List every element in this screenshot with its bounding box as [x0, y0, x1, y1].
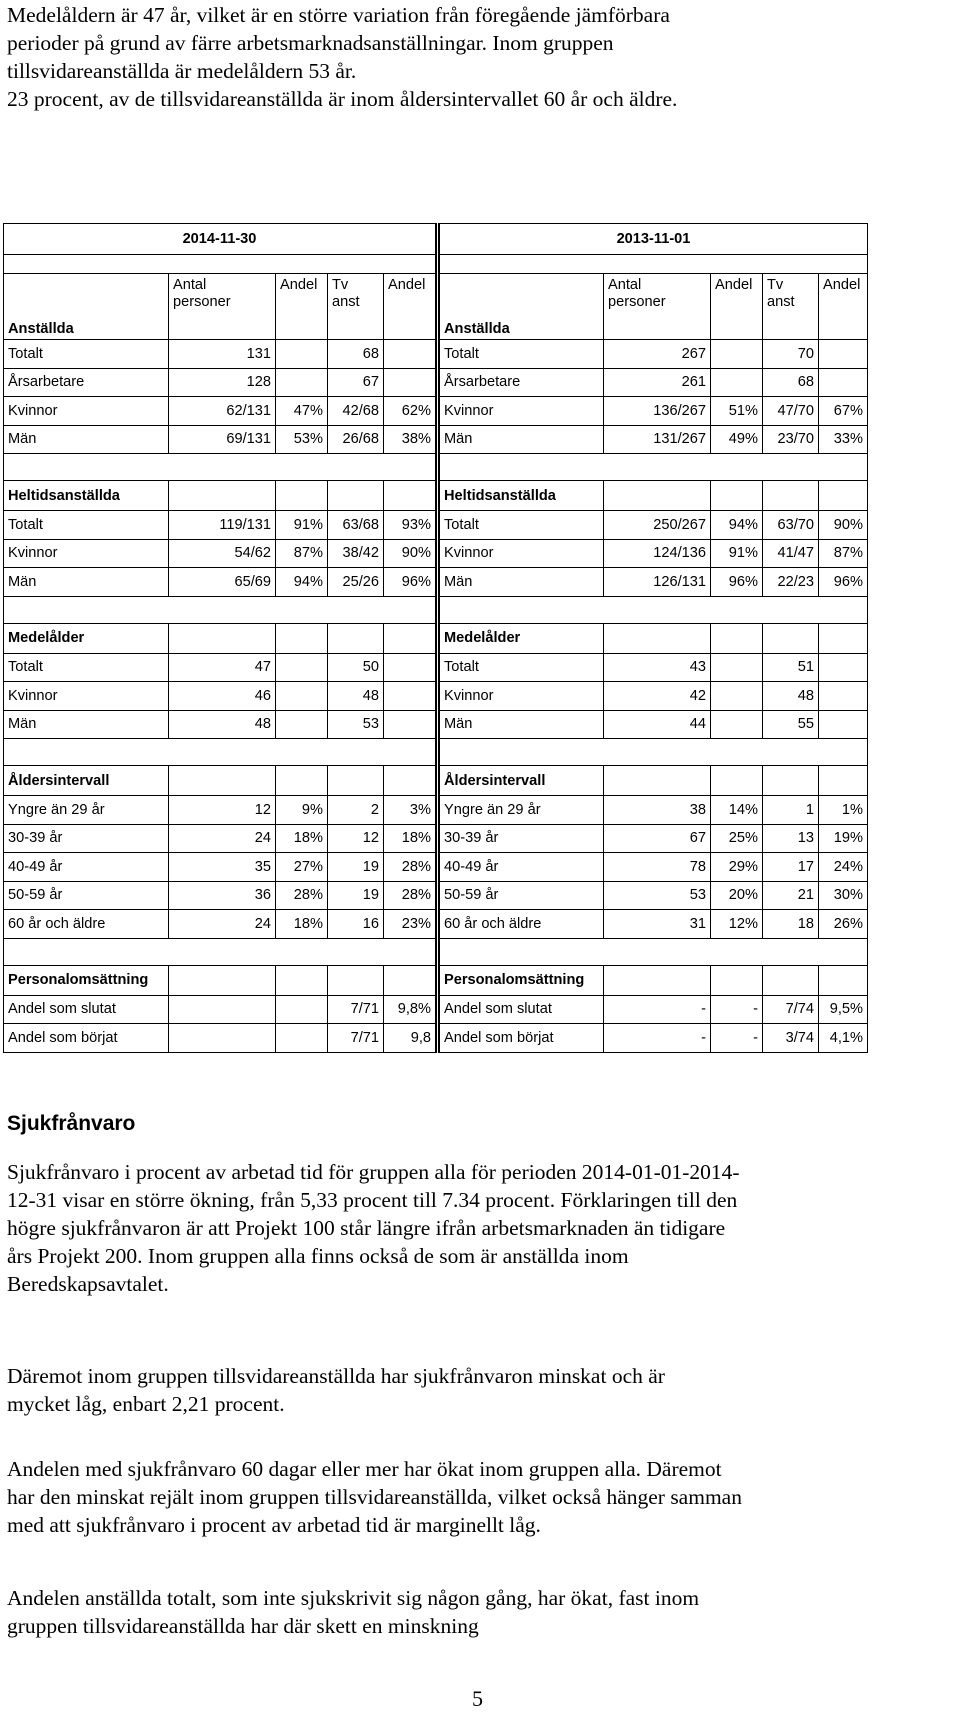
value-cell: 54/62 — [169, 539, 276, 568]
row-label: Kvinnor — [438, 539, 604, 568]
value-cell: 250/267 — [604, 511, 711, 540]
row-label: Yngre än 29 år — [438, 796, 604, 825]
share-cell — [819, 368, 868, 397]
value-cell — [169, 995, 276, 1024]
value-cell: 12 — [328, 824, 384, 853]
empty-cell — [819, 481, 868, 511]
share-cell — [819, 653, 868, 682]
section-title: Anställda — [438, 274, 604, 340]
value-cell: 21 — [763, 881, 819, 910]
empty-cell — [276, 965, 328, 995]
value-cell: 38 — [604, 796, 711, 825]
share-cell — [276, 653, 328, 682]
share-cell — [384, 368, 438, 397]
value-cell: 47/70 — [763, 397, 819, 426]
share-cell — [276, 682, 328, 711]
share-cell — [711, 340, 763, 369]
section-title-row — [4, 965, 868, 995]
share-cell: 90% — [384, 539, 438, 568]
section-title: Medelålder — [4, 623, 169, 653]
row-label: Andel som slutat — [4, 995, 169, 1024]
value-cell: 42/68 — [328, 397, 384, 426]
value-cell: 78 — [604, 853, 711, 882]
share-cell — [819, 682, 868, 711]
section-heading: Sjukfrånvaro — [7, 1112, 136, 1135]
value-cell: 47 — [169, 653, 276, 682]
row-label: Totalt — [438, 511, 604, 540]
table-row — [4, 368, 868, 397]
section-title: Åldersintervall — [438, 766, 604, 796]
value-cell: 19 — [328, 853, 384, 882]
value-cell: 36 — [169, 881, 276, 910]
value-cell — [169, 1024, 276, 1053]
share-cell: 96% — [384, 568, 438, 597]
value-cell: 267 — [604, 340, 711, 369]
table-row — [4, 824, 868, 853]
value-cell: 43 — [604, 653, 711, 682]
share-cell: 9% — [276, 796, 328, 825]
row-label: Årsarbetare — [438, 368, 604, 397]
empty-cell — [604, 965, 711, 995]
share-cell: 9,8 — [384, 1024, 438, 1053]
row-label: 40-49 år — [4, 853, 169, 882]
row-label: 60 år och äldre — [438, 910, 604, 939]
value-cell: - — [604, 995, 711, 1024]
share-cell — [276, 1024, 328, 1053]
intro-paragraph — [7, 1, 947, 113]
section-title: Heltidsanställda — [4, 481, 169, 511]
row-label: Totalt — [4, 340, 169, 369]
empty-cell — [169, 481, 276, 511]
section-title-row — [4, 623, 868, 653]
empty-cell — [819, 623, 868, 653]
share-cell: 9,8% — [384, 995, 438, 1024]
table-row — [4, 340, 868, 369]
section-title-row — [4, 766, 868, 796]
share-cell: 24% — [819, 853, 868, 882]
value-cell: 19 — [328, 881, 384, 910]
empty-cell — [169, 965, 276, 995]
value-cell: 7/74 — [763, 995, 819, 1024]
value-cell: - — [604, 1024, 711, 1053]
value-cell: 128 — [169, 368, 276, 397]
section-title: Heltidsanställda — [438, 481, 604, 511]
section-title: Personalomsättning — [4, 965, 169, 995]
value-cell: 48 — [169, 710, 276, 739]
table-row — [4, 1024, 868, 1053]
share-cell: 1% — [819, 796, 868, 825]
row-label: 30-39 år — [438, 824, 604, 853]
empty-cell — [763, 766, 819, 796]
value-cell: 1 — [763, 796, 819, 825]
value-cell: 38/42 — [328, 539, 384, 568]
share-cell — [711, 368, 763, 397]
share-cell: 67% — [819, 397, 868, 426]
empty-cell — [276, 481, 328, 511]
row-label: Män — [438, 710, 604, 739]
row-label: Kvinnor — [4, 397, 169, 426]
empty-cell — [763, 481, 819, 511]
share-cell — [711, 653, 763, 682]
empty-cell — [384, 766, 438, 796]
value-cell: 124/136 — [604, 539, 711, 568]
share-cell: 19% — [819, 824, 868, 853]
share-cell: 94% — [711, 511, 763, 540]
share-cell: 9,5% — [819, 995, 868, 1024]
value-cell: 68 — [328, 340, 384, 369]
share-cell — [384, 710, 438, 739]
value-cell: 131 — [169, 340, 276, 369]
intro-line: tillsvidareanställda är medelåldern 53 år. — [7, 59, 357, 83]
value-cell: 68 — [763, 368, 819, 397]
share-cell: 62% — [384, 397, 438, 426]
share-cell: 25% — [711, 824, 763, 853]
value-cell: 2 — [328, 796, 384, 825]
table-row — [4, 796, 868, 825]
spacer-cell — [4, 739, 438, 766]
row-label: Män — [438, 425, 604, 454]
row-label: Totalt — [438, 340, 604, 369]
share-cell: 90% — [819, 511, 868, 540]
value-cell: 126/131 — [604, 568, 711, 597]
value-cell: 67 — [604, 824, 711, 853]
intro-line: perioder på grund av färre arbetsmarknadsanställningar. Inom gruppen — [7, 31, 614, 55]
section-title: Medelålder — [438, 623, 604, 653]
value-cell: 7/71 — [328, 1024, 384, 1053]
value-cell: 62/131 — [169, 397, 276, 426]
empty-cell — [763, 965, 819, 995]
value-cell: 55 — [763, 710, 819, 739]
spacer-row — [4, 596, 868, 623]
body-paragraph: Däremot inom gruppen tillsvidareanställda har sjukfrånvaron minskat och är mycket låg, enbart 2,21 procent. — [7, 1364, 665, 1416]
share-cell: 33% — [819, 425, 868, 454]
empty-cell — [819, 766, 868, 796]
spacer-cell — [438, 255, 868, 274]
section-title-row — [4, 481, 868, 511]
empty-cell — [328, 965, 384, 995]
row-label: Totalt — [4, 511, 169, 540]
row-label: Kvinnor — [438, 682, 604, 711]
share-cell: 91% — [711, 539, 763, 568]
row-label: Andel som slutat — [438, 995, 604, 1024]
empty-cell — [604, 766, 711, 796]
share-cell: 93% — [384, 511, 438, 540]
value-cell: 41/47 — [763, 539, 819, 568]
table-row — [4, 653, 868, 682]
intro-line: 23 procent, av de tillsvidareanställda är inom åldersintervallet 60 år och äldre. — [7, 87, 678, 111]
share-cell: 23% — [384, 910, 438, 939]
body-paragraph: Andelen anställda totalt, som inte sjukskrivit sig någon gång, har ökat, fast inom gruppen tillsvidareanställda har där skett en minskning — [7, 1586, 700, 1638]
spacer-row — [4, 938, 868, 965]
share-cell — [711, 682, 763, 711]
value-cell: 119/131 — [169, 511, 276, 540]
spacer-cell — [438, 938, 868, 965]
page-number: 5 — [472, 1686, 483, 1711]
row-label: Män — [4, 710, 169, 739]
value-cell: 63/70 — [763, 511, 819, 540]
table-row — [4, 881, 868, 910]
spacer-cell — [4, 454, 438, 481]
value-cell: 51 — [763, 653, 819, 682]
share-cell: 28% — [384, 881, 438, 910]
value-cell: 3/74 — [763, 1024, 819, 1053]
share-cell — [384, 340, 438, 369]
share-cell: 87% — [276, 539, 328, 568]
share-cell — [276, 995, 328, 1024]
value-cell: 23/70 — [763, 425, 819, 454]
share-cell: 49% — [711, 425, 763, 454]
row-label: 60 år och äldre — [4, 910, 169, 939]
period-header-right: 2013-11-01 — [438, 224, 868, 255]
share-cell — [819, 340, 868, 369]
table-row — [4, 397, 868, 426]
spacer-cell — [438, 454, 868, 481]
share-cell: 20% — [711, 881, 763, 910]
row-label: 30-39 år — [4, 824, 169, 853]
empty-cell — [328, 766, 384, 796]
value-cell: 24 — [169, 824, 276, 853]
table-row — [4, 710, 868, 739]
value-cell: 42 — [604, 682, 711, 711]
personnel-statistics-table — [3, 223, 868, 1053]
share-cell: 96% — [819, 568, 868, 597]
share-cell — [819, 710, 868, 739]
column-header-row — [4, 274, 868, 340]
spacer-cell — [438, 739, 868, 766]
row-label: Andel som börjat — [4, 1024, 169, 1053]
value-cell: 50 — [328, 653, 384, 682]
spacer-row — [4, 739, 868, 766]
col-header-tv-anst: Tv anst — [328, 274, 384, 340]
share-cell: - — [711, 995, 763, 1024]
empty-cell — [604, 481, 711, 511]
empty-cell — [276, 623, 328, 653]
share-cell: 3% — [384, 796, 438, 825]
value-cell: 53 — [604, 881, 711, 910]
value-cell: 7/71 — [328, 995, 384, 1024]
share-cell: 28% — [384, 853, 438, 882]
value-cell: 31 — [604, 910, 711, 939]
share-cell — [384, 653, 438, 682]
value-cell: 17 — [763, 853, 819, 882]
row-label: Kvinnor — [438, 397, 604, 426]
table-row — [4, 682, 868, 711]
share-cell: 18% — [276, 824, 328, 853]
empty-cell — [384, 481, 438, 511]
table-row — [4, 910, 868, 939]
share-cell — [276, 340, 328, 369]
value-cell: 131/267 — [604, 425, 711, 454]
share-cell — [276, 368, 328, 397]
value-cell: 12 — [169, 796, 276, 825]
value-cell: 26/68 — [328, 425, 384, 454]
col-header-andel: Andel — [276, 274, 328, 340]
share-cell: 96% — [711, 568, 763, 597]
row-label: Kvinnor — [4, 539, 169, 568]
share-cell: 27% — [276, 853, 328, 882]
section-title: Personalomsättning — [438, 965, 604, 995]
share-cell: 28% — [276, 881, 328, 910]
value-cell: 65/69 — [169, 568, 276, 597]
share-cell: 18% — [384, 824, 438, 853]
period-header-left: 2014-11-30 — [4, 224, 438, 255]
spacer-cell — [4, 938, 438, 965]
value-cell: 70 — [763, 340, 819, 369]
row-label: Män — [4, 425, 169, 454]
value-cell: 35 — [169, 853, 276, 882]
row-label: Yngre än 29 år — [4, 796, 169, 825]
empty-cell — [328, 481, 384, 511]
row-label: Årsarbetare — [4, 368, 169, 397]
table-row — [4, 539, 868, 568]
empty-cell — [328, 623, 384, 653]
table-row — [4, 511, 868, 540]
value-cell: 63/68 — [328, 511, 384, 540]
section-title: Anställda — [4, 274, 169, 340]
value-cell: 48 — [763, 682, 819, 711]
share-cell: 12% — [711, 910, 763, 939]
col-header-andel: Andel — [819, 274, 868, 340]
table-row — [4, 995, 868, 1024]
row-label: Andel som börjat — [438, 1024, 604, 1053]
share-cell — [276, 710, 328, 739]
body-paragraph: Andelen med sjukfrånvaro 60 dagar eller mer har ökat inom gruppen alla. Däremot har den minskat rejält inom gruppen tillsvidareanställda, vilket också hänger samman med att sjukfrånvaro i procent av arbetad tid är marginellt låg. — [7, 1457, 742, 1537]
empty-cell — [763, 623, 819, 653]
value-cell: 53 — [328, 710, 384, 739]
share-cell — [384, 682, 438, 711]
share-cell: 38% — [384, 425, 438, 454]
share-cell: - — [711, 1024, 763, 1053]
row-label: Totalt — [4, 653, 169, 682]
empty-cell — [276, 766, 328, 796]
spacer-cell — [4, 596, 438, 623]
value-cell: 13 — [763, 824, 819, 853]
share-cell: 87% — [819, 539, 868, 568]
empty-cell — [169, 623, 276, 653]
row-label: Män — [438, 568, 604, 597]
row-label: Totalt — [438, 653, 604, 682]
empty-cell — [711, 623, 763, 653]
value-cell: 46 — [169, 682, 276, 711]
section-title: Åldersintervall — [4, 766, 169, 796]
col-header-andel: Andel — [384, 274, 438, 340]
value-cell: 261 — [604, 368, 711, 397]
spacer-cell — [4, 255, 438, 274]
empty-cell — [384, 965, 438, 995]
share-cell: 4,1% — [819, 1024, 868, 1053]
value-cell: 136/267 — [604, 397, 711, 426]
value-cell: 24 — [169, 910, 276, 939]
empty-cell — [819, 965, 868, 995]
body-paragraph: Sjukfrånvaro i procent av arbetad tid för gruppen alla för perioden 2014-01-01-2014- 12-31 visar en större ökning, från 5,33 procent till 7.34 procent. Förklaringen till den högre sjukfrånvaron är att Projekt 100 står längre ifrån arbetsmarknaden än tidigare års Projekt 200. Inom gruppen alla finns också de som är anställda inom Beredskapsavtalet. — [7, 1160, 740, 1296]
col-header-tv-anst: Tv anst — [763, 274, 819, 340]
share-cell: 18% — [276, 910, 328, 939]
col-header-andel: Andel — [711, 274, 763, 340]
col-header-antal-personer: Antal personer — [169, 274, 276, 340]
table-row — [4, 425, 868, 454]
value-cell: 25/26 — [328, 568, 384, 597]
share-cell: 26% — [819, 910, 868, 939]
share-cell: 30% — [819, 881, 868, 910]
share-cell — [711, 710, 763, 739]
empty-cell — [711, 965, 763, 995]
row-label: Män — [4, 568, 169, 597]
value-cell: 16 — [328, 910, 384, 939]
empty-cell — [711, 766, 763, 796]
value-cell: 22/23 — [763, 568, 819, 597]
spacer-row — [4, 454, 868, 481]
row-label: 40-49 år — [438, 853, 604, 882]
row-label: Kvinnor — [4, 682, 169, 711]
spacer-cell — [438, 596, 868, 623]
empty-cell — [169, 766, 276, 796]
value-cell: 44 — [604, 710, 711, 739]
share-cell: 47% — [276, 397, 328, 426]
value-cell: 18 — [763, 910, 819, 939]
value-cell: 67 — [328, 368, 384, 397]
empty-cell — [384, 623, 438, 653]
row-label: 50-59 år — [438, 881, 604, 910]
empty-cell — [604, 623, 711, 653]
value-cell: 69/131 — [169, 425, 276, 454]
share-cell: 29% — [711, 853, 763, 882]
share-cell: 53% — [276, 425, 328, 454]
value-cell: 48 — [328, 682, 384, 711]
col-header-antal-personer: Antal personer — [604, 274, 711, 340]
empty-cell — [711, 481, 763, 511]
table-row — [4, 568, 868, 597]
share-cell: 51% — [711, 397, 763, 426]
share-cell: 94% — [276, 568, 328, 597]
intro-line: Medelåldern är 47 år, vilket är en större variation från föregående jämförbara — [7, 3, 670, 27]
table-row — [4, 853, 868, 882]
row-label: 50-59 år — [4, 881, 169, 910]
share-cell: 14% — [711, 796, 763, 825]
share-cell: 91% — [276, 511, 328, 540]
